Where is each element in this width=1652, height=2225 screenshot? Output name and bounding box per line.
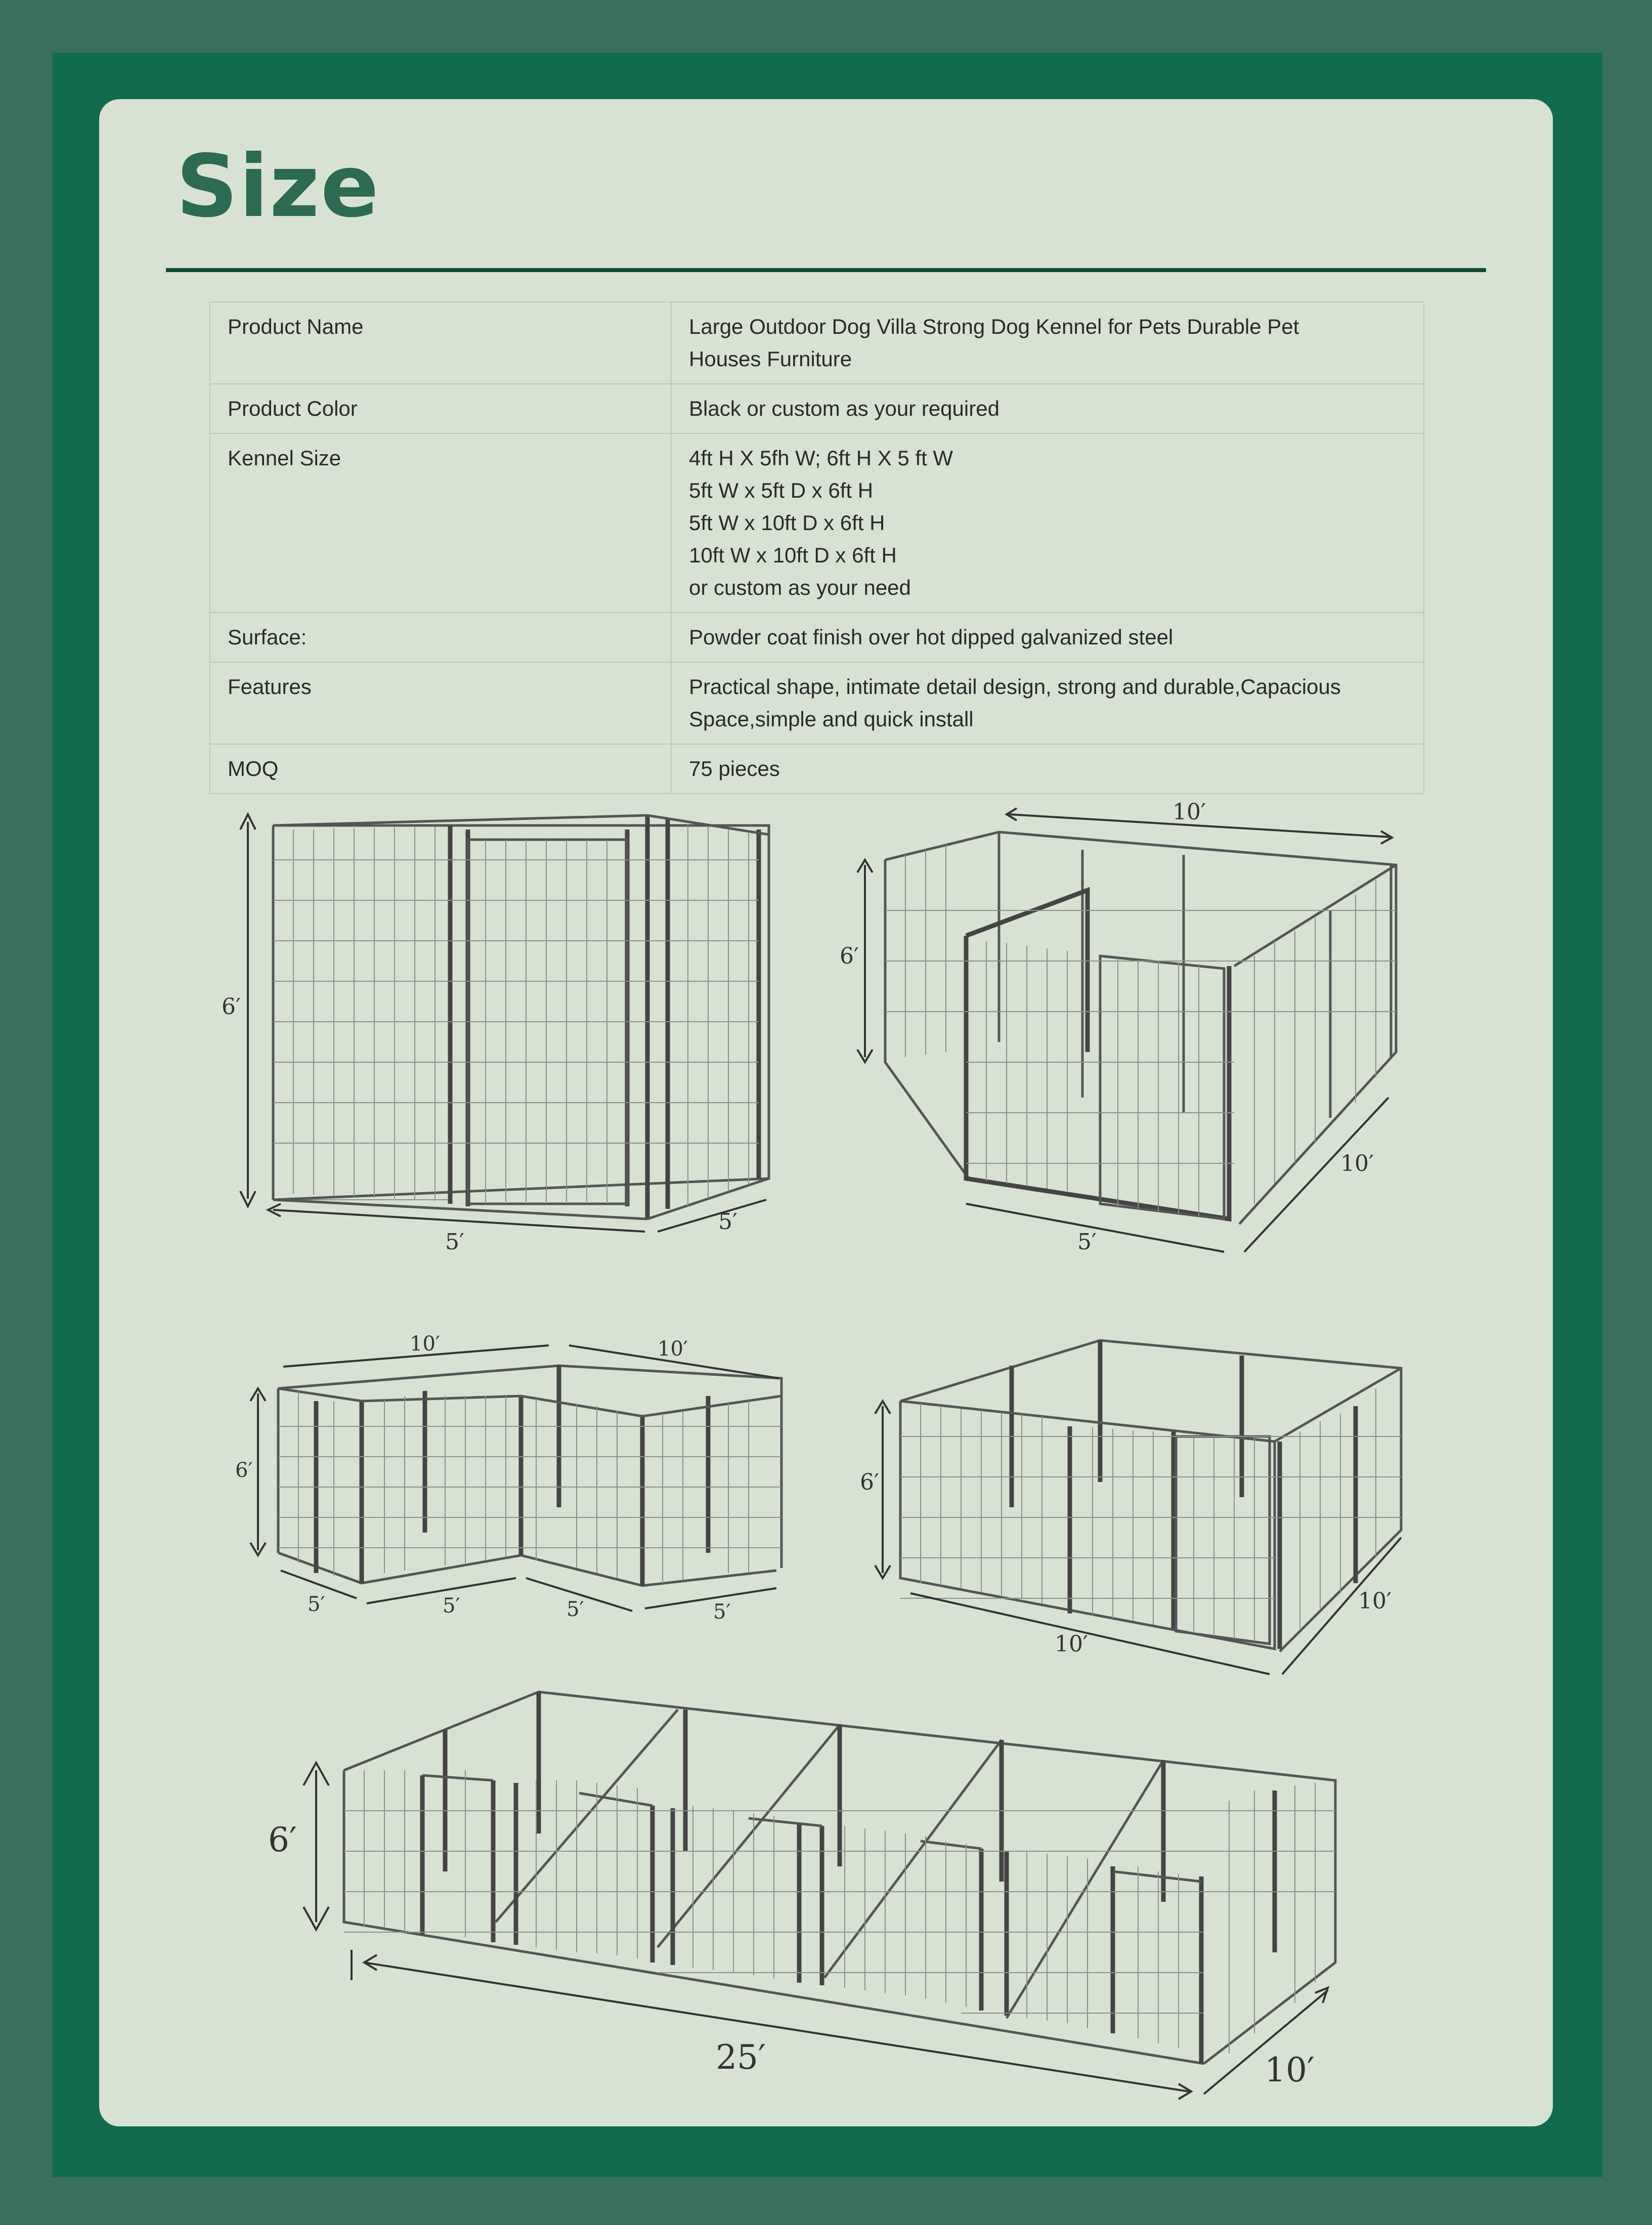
- spec-label: MOQ: [210, 744, 671, 794]
- dim-label: 5′: [1077, 1229, 1097, 1255]
- spec-value-line: 75 pieces: [689, 757, 780, 780]
- page-title: Size: [176, 137, 380, 237]
- kennel-drawing: [344, 1692, 1335, 2064]
- dim-label: 5′: [718, 1209, 737, 1235]
- dim-label: 5′: [445, 1229, 464, 1255]
- spec-label: Kennel Size: [210, 433, 671, 613]
- dim-label: 5′: [443, 1594, 460, 1618]
- spec-value-line: 5ft W x 10ft D x 6ft H: [689, 511, 885, 535]
- dim-label: 5′: [713, 1600, 731, 1624]
- spec-value-line: 4ft H X 5fh W; 6ft H X 5 ft W: [689, 446, 953, 470]
- spec-value-line: Black or custom as your required: [689, 397, 999, 420]
- dim-label: 6′: [840, 943, 859, 969]
- dim-label: 10′: [1265, 2051, 1315, 2089]
- dim-label: 5′: [567, 1598, 584, 1621]
- spec-value-line: Practical shape, intimate detail design, strong and durable,Capacious: [689, 675, 1341, 699]
- dim-label: 6′: [222, 994, 241, 1020]
- spec-value-line: Space,simple and quick install: [689, 707, 974, 731]
- dim-label: 10′: [1340, 1151, 1374, 1176]
- dim-label: 10′: [658, 1337, 688, 1361]
- dim-label: 10′: [1055, 1631, 1088, 1657]
- spec-value-line: or custom as your need: [689, 576, 911, 599]
- dim-label: 25′: [716, 2038, 766, 2077]
- dim-label: 6′: [860, 1469, 879, 1495]
- dim-label: 10′: [1358, 1588, 1392, 1614]
- dim-label: 10′: [410, 1332, 440, 1356]
- spec-value-line: Houses Furniture: [689, 347, 852, 371]
- dim-label: 6′: [235, 1459, 253, 1482]
- spec-label: Product Name: [210, 302, 671, 384]
- spec-value-line: Powder coat finish over hot dipped galvanized steel: [689, 625, 1173, 649]
- spec-value-line: 10ft W x 10ft D x 6ft H: [689, 543, 897, 567]
- dim-label: 6′: [268, 1820, 297, 1859]
- dim-label: 10′: [1172, 799, 1206, 825]
- spec-label: Product Color: [210, 384, 671, 433]
- dim-label: 5′: [308, 1593, 325, 1616]
- spec-value-line: 5ft W x 5ft D x 6ft H: [689, 478, 874, 502]
- spec-label: Surface:: [210, 613, 671, 662]
- spec-value-line: Large Outdoor Dog Villa Strong Dog Kennel for Pets Durable Pet: [689, 315, 1299, 338]
- spec-label: Features: [210, 662, 671, 744]
